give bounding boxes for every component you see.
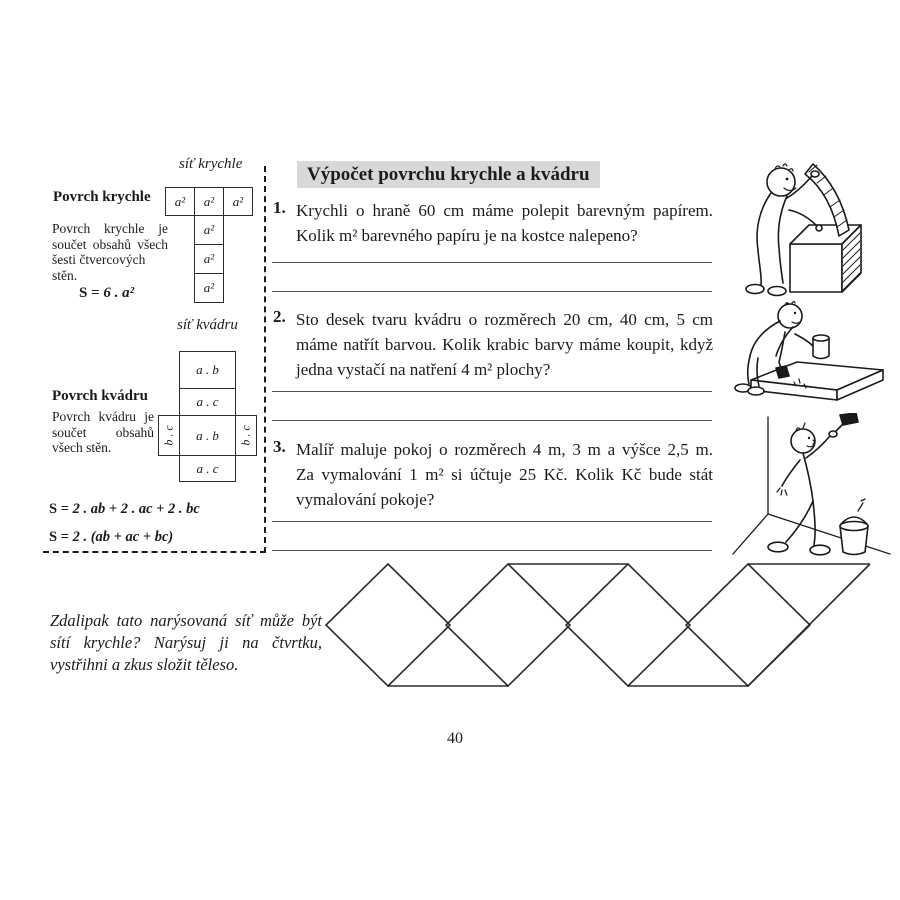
cube-drawing [790, 225, 861, 292]
net-square [446, 564, 570, 686]
text-line: máme natřít barvou. Kolik krabic barvy máme koupit, když [296, 335, 713, 354]
section-header [297, 161, 600, 188]
answer-line [272, 391, 712, 392]
text-line: Krychli o hraně 60 cm máme polepit barevným papírem. [296, 201, 713, 220]
text-line: Malíř maluje pokoj o rozměrech 4 m, 3 m a výšce 2,5 m. [296, 440, 713, 459]
answer-line [272, 420, 712, 421]
cube-net-caption: síť krychle [179, 156, 243, 172]
answer-line [272, 291, 712, 292]
face-label: a . b [196, 362, 219, 377]
text-line: šesti čtvercových stěn. [52, 252, 146, 283]
text-line: všech stěn. [52, 440, 112, 456]
cube-section-title: Povrch krychle [53, 189, 151, 205]
answer-line [272, 550, 712, 551]
net-square [566, 564, 690, 686]
cube-net-puzzle-drawing [316, 556, 882, 692]
text-line: jedna vystačí na natření 4 m² plochy? [296, 360, 551, 379]
problem-3-number: 3. [273, 437, 286, 456]
face-label: a² [174, 193, 186, 209]
face-label: a² [203, 251, 215, 266]
answer-line [272, 521, 712, 522]
face-label: a² [203, 193, 215, 209]
painting-board-illustration [733, 298, 891, 424]
cuboid-section-title: Povrch kvádru [52, 388, 148, 404]
answer-line [272, 262, 712, 263]
problem-3-text [296, 437, 713, 512]
formula-body: 2 . (ab + ac + bc) [72, 529, 174, 545]
text-line: Sto desek tvaru kvádru o rozměrech 20 cm, 40 cm, 5 cm [296, 310, 713, 329]
text-line: vymalování pokoje? [296, 490, 435, 509]
person-drawing [768, 423, 837, 555]
text-line: součet obsahů všech [52, 236, 168, 252]
gluing-paper-on-cube-illustration [735, 152, 887, 300]
bucket-drawing [840, 499, 868, 555]
text-line: Zdalipak tato narýsovaná síť může být [50, 611, 322, 630]
board-drawing [751, 362, 883, 400]
formula-prefix: S = [49, 501, 73, 517]
formula-prefix: S = [49, 529, 73, 545]
net-square [326, 564, 450, 686]
face-label: a . c [196, 460, 219, 476]
text-line: Povrch kvádru je [52, 409, 154, 424]
face-label: a . c [196, 394, 219, 409]
text-line: součet obsahů [52, 424, 154, 440]
problem-1-text [296, 198, 713, 248]
formula-body: 6 . a² [103, 285, 135, 301]
section-title: Výpočet povrchu krychle a kvádru [307, 164, 590, 185]
text-line: vystřihni a zkus složit těleso. [50, 655, 239, 674]
text-line: sítí krychle? Narýsuj ji na čtvrtku, [50, 633, 322, 652]
text-line: Kolik m² barevného papíru je na kostce nalepeno? [296, 226, 638, 245]
formula-prefix: S = [79, 285, 104, 301]
page-number: 40 [447, 730, 463, 747]
text-line: Za vymalování 1 m² si účtuje 25 Kč. Kolik Kč bude stát [296, 465, 713, 484]
face-label: a² [232, 193, 244, 209]
brush-drawing [836, 413, 858, 431]
cuboid-net-caption: síť kvádru [177, 317, 238, 333]
footer-note [50, 610, 322, 676]
painter-room-illustration [730, 413, 892, 560]
formula-body: 2 . ab + 2 . ac + 2 . bc [72, 501, 200, 517]
net-square [686, 564, 810, 686]
problem-2-number: 2. [273, 307, 286, 326]
face-label: a² [203, 222, 215, 237]
problem-2-text [296, 307, 713, 382]
face-label: a . b [196, 427, 219, 443]
paint-can-drawing [795, 334, 829, 359]
face-label: b . c [238, 425, 253, 446]
sidebar-dashed-border [43, 166, 266, 553]
face-label: b . c [161, 425, 176, 446]
problem-1-number: 1. [273, 198, 286, 217]
face-label: a² [203, 280, 215, 295]
text-line: Povrch krychle je [52, 221, 168, 236]
